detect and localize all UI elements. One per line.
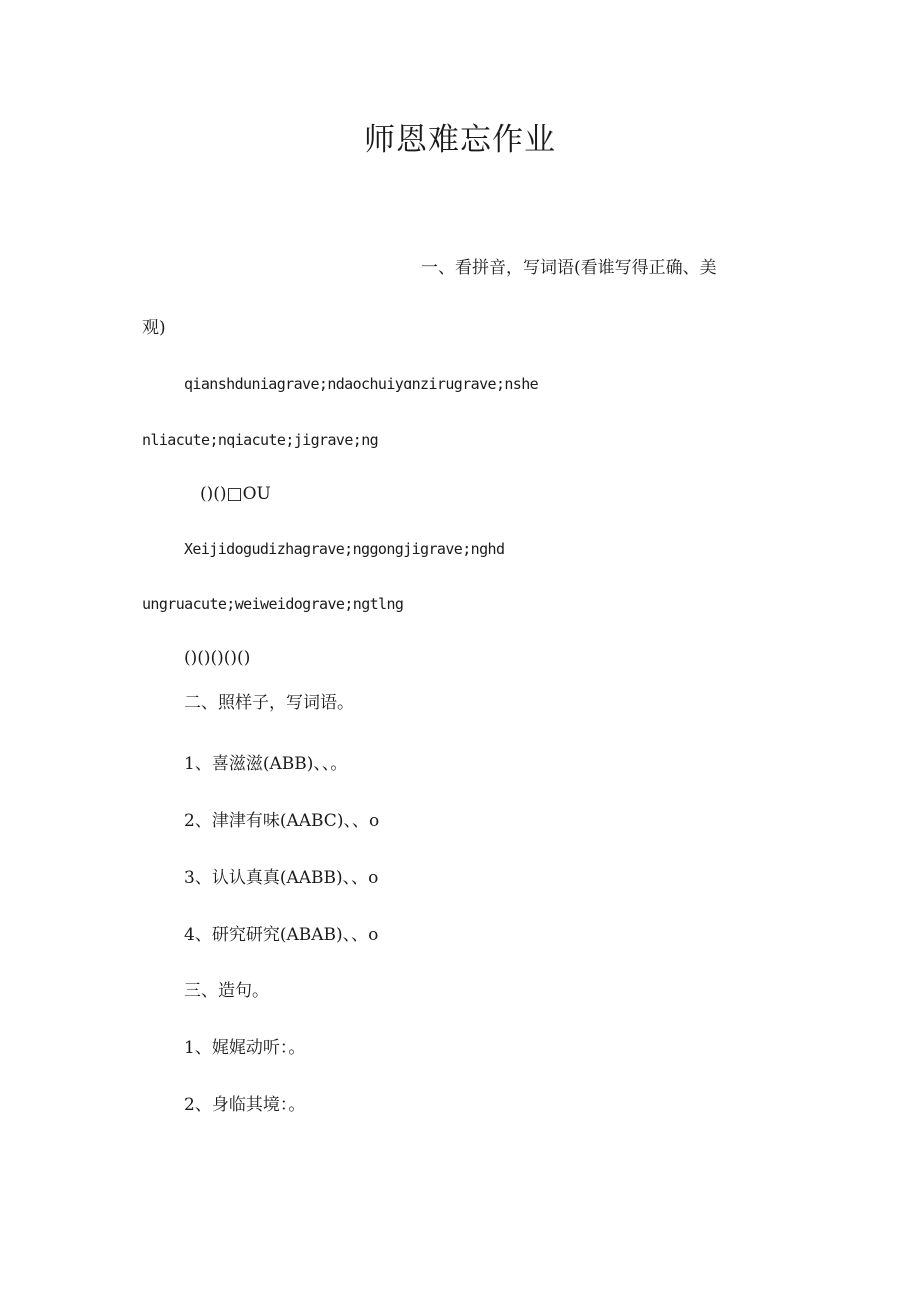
section3-heading: 三、造句。 xyxy=(184,981,269,1001)
section2-item-1: 1、喜滋滋(ABB)、、。 xyxy=(184,754,348,774)
pinyin-line-3: Xeijidogudizhagrave;nggongjigrave;nghd xyxy=(184,540,505,558)
section2-item-2: 2、津津有味(AABC)、、o xyxy=(184,811,380,831)
answer-blanks-1: ()()□OU xyxy=(200,484,271,504)
section3-item-2: 2、身临其境：。 xyxy=(184,1095,306,1115)
section1-heading: 一、看拼音，写词语(看谁写得正确、美 xyxy=(421,258,717,278)
section2-item-4: 4、研究研究(ABAB)、、o xyxy=(184,925,379,945)
pinyin-line-2: nliacute;nqiacute;jigrave;ng xyxy=(142,431,379,449)
section2-heading: 二、照样子，写词语。 xyxy=(184,693,354,713)
pinyin-line-4: ungruacute;weiweidograve;ngtlng xyxy=(142,595,404,613)
section1-heading-continuation: 观) xyxy=(142,318,166,338)
answer-blanks-2: ()()()()() xyxy=(184,648,251,668)
section2-item-3: 3、认认真真(AABB)、、o xyxy=(184,868,379,888)
pinyin-line-1: qianshduniagrave;ndaochuiyɑnzirugrave;nshe xyxy=(184,375,539,393)
section3-item-1: 1、娓娓动听：。 xyxy=(184,1038,306,1058)
document-title: 师恩难忘作业 xyxy=(364,122,556,158)
